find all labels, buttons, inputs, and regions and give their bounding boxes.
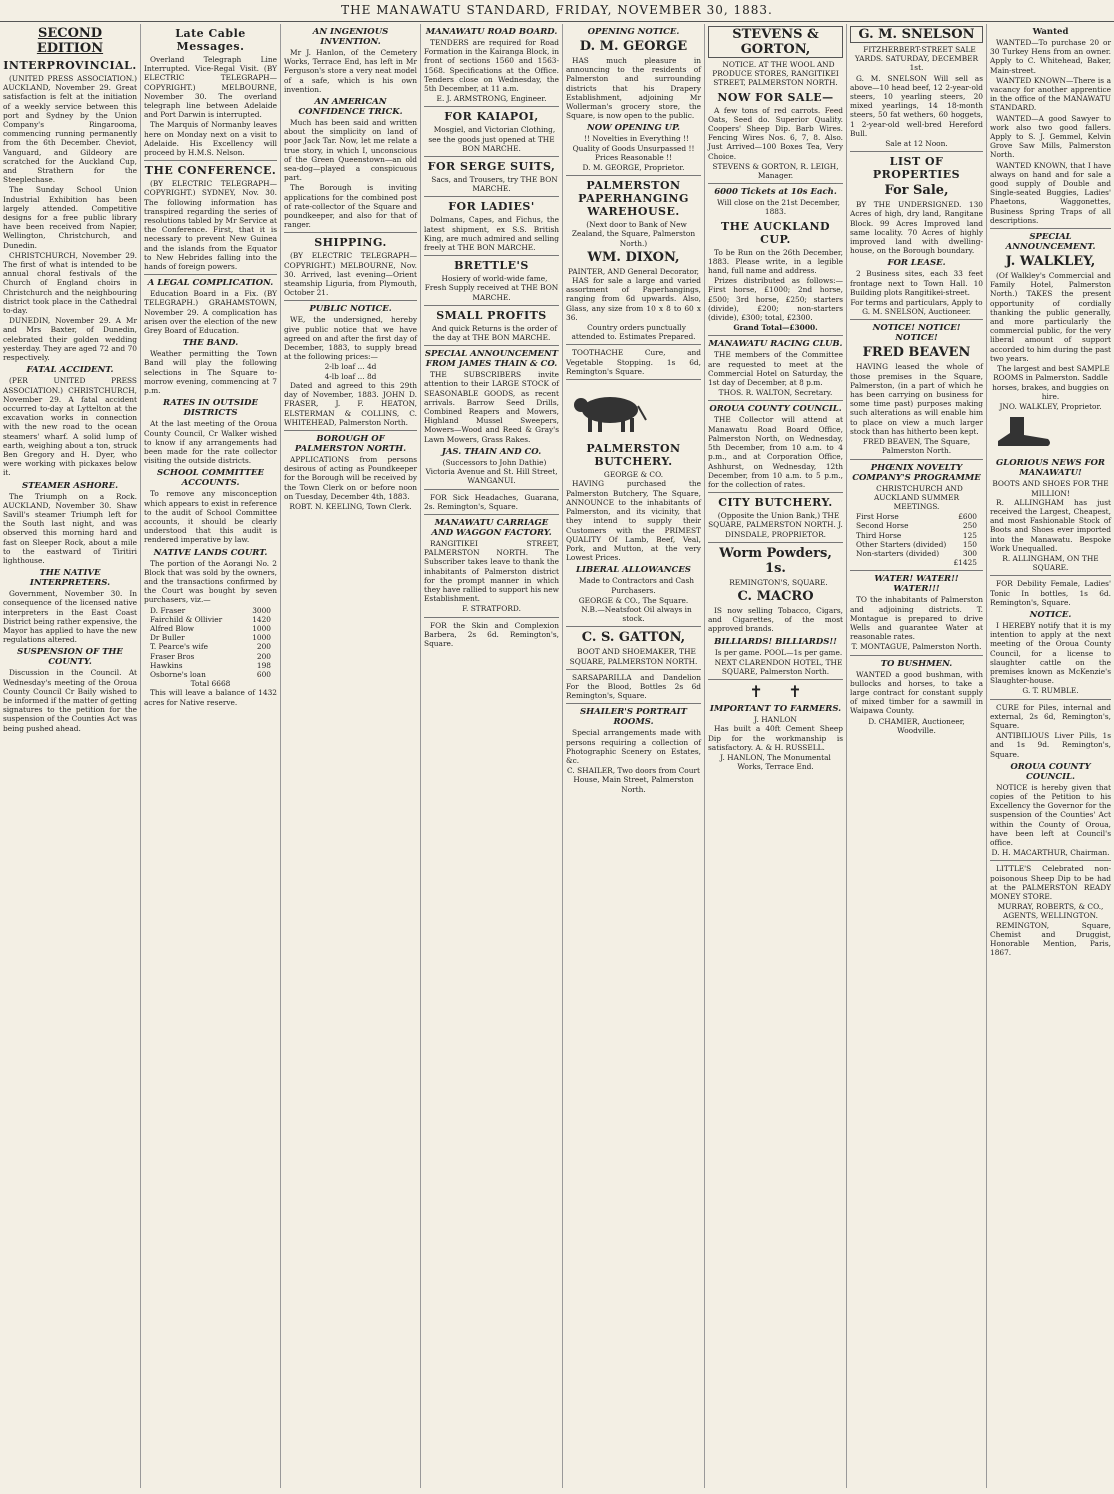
ad-heading: FOR SERGE SUITS, [427, 160, 556, 174]
ad-text: FOR Sick Headaches, Guarana, 2s. Remington's, Square. [424, 492, 559, 511]
article-heading: RATES IN OUTSIDE DISTRICTS [163, 398, 258, 419]
ad-signature: G. T. RUMBLE. [1022, 686, 1079, 696]
ad-text: WANTED—A good Sawyer to work also two good fallers. Apply to S. J. Gemmel, Kelvin Grove Saw Mills, Palmerston North. [990, 113, 1111, 160]
land-row: Hawkins 198 [150, 660, 271, 670]
column-8 [986, 24, 1114, 1488]
grand-total: Grand Total—£3000. [733, 323, 818, 333]
ad-text: G. M. SNELSON Will sell as above—10 head beef, 12 2-year-old steers, 10 yearling steers, 20 mixed yearlings, 14 18-month steers, 50 fat wethers, 60 hoggets, 1 2-year-old well-bred Hereford Bull. [850, 73, 983, 138]
article-text: To remove any misconception which appears to exist in reference to the audit of School Committee accounts, it should be clearly understood that this audit is rendered imperative by law. [144, 489, 277, 545]
ad-signature: D. H. MACARTHUR, Chairman. [991, 848, 1110, 858]
land-row: Fairchild & Ollivier 1420 [150, 614, 271, 624]
ad-text: I HEREBY notify that it is my intention to apply at the next meeting of the Oroua County Council, for a license to slaughter cattle on the premises known as McKenzie's Slaughter-house. [990, 620, 1111, 686]
ad-text: BOOT AND SHOEMAKER, THE SQUARE, PALMERSTON NORTH. [569, 647, 698, 666]
divider [708, 335, 843, 336]
ad-signature: C. SHAILER, Two doors from Court House, Main Street, Palmerston North. [567, 766, 700, 794]
ad-text: WANTED—To purchase 20 or 30 Turkey Hens from an owner. Apply to C. Whitehead, Baker, Main-street. [990, 38, 1111, 75]
ad-text: FITZHERBERT-STREET SALE YARDS. SATURDAY, DECEMBER 1st. [854, 45, 979, 73]
ad-text: LITTLE'S Celebrated non-poisonous Sheep Dip to be had at the PALMERSTON READY MONEY STORE. [990, 864, 1111, 902]
article-text: (BY ELECTRIC TELEGRAPH—COPYRIGHT.) MELBOURNE, Nov. 30. Arrived, last evening—Orient steamship Liguria, from Plymouth, October 21. [284, 251, 417, 298]
divider [990, 575, 1111, 576]
ad-text: CHRISTCHURCH AND AUCKLAND SUMMER MEETINGS. [873, 483, 963, 511]
column-5 [562, 24, 704, 1488]
ad-text: Is per game. POOL—1s per game. [714, 647, 843, 657]
divider [708, 183, 843, 184]
article-heading: SUSPENSION OF THE COUNTY. [17, 647, 123, 668]
ad-heading: SPECIAL ANNOUNCEMENT. [1005, 232, 1096, 253]
article-text: Discussion in the Council. At Wednesday's meeting of the Oroua County Council Cr Baily wished to be informed if the matter of getting signatures to the petition for the suspension of the Counties Act was being pushed ahead. [3, 668, 137, 733]
land-row: Osborne's loan 600 [150, 669, 271, 679]
ad-text: (Opposite the Union Bank,) THE SQUARE, PALMERSTON NORTH. J. DINSDALE, PROPRIETOR. [708, 511, 843, 539]
article-text: Education Board in a Fix. (BY TELEGRAPH.) GRAHAMSTOWN, November 29. A complication has arisen over the election of the new Grey Board of Education. [144, 289, 277, 336]
ad-signature: Dated and agreed to this 29th day of November, 1883. JOHN D. FRASER, J. F. HEATON, ELSTERMAN & COLLINS, C. WHITEHEAD, Palmerston North. [284, 380, 417, 427]
article-text: Overland Telegraph Line Interrupted. Vice-Regal Visit. (BY ELECTRIC TELEGRAPH—COPYRIGHT.) MELBOURNE, November 30. The overland telegraph line between Adelaide and Port Darwin is interrupted. [144, 55, 277, 120]
ad-text: Sacs, and Trousers, try THE BON MARCHE. [431, 175, 558, 194]
ad-text: Made to Contractors and Cash Purchasers. [578, 576, 695, 595]
divider [566, 379, 701, 380]
ad-name: J. HANLON [754, 715, 797, 725]
ad-text: THE members of the Committee are requested to meet at the Commercial Hotel on Saturday, the 1st day of December, at 8 p.m. [708, 350, 843, 388]
ad-text: THE Collector will attend at Manawatu Road Board Office, Palmerston North, on Wednesday, 5th December, from 10 a.m. to 4 p.m., and at Corporation Office, Ashhurst, on Wednesday, 12th December, from 10 a.m. to 5 p.m., for the collection of rates. [708, 415, 843, 489]
article-text: DUNEDIN, November 29. A Mr and Mrs Baxter, of Dunedin, celebrated their golden wedding yesterday. They are aged 72 and 70 respectively. [3, 316, 137, 363]
ad-signature: For terms and particulars, Apply to G. M. SNELSON, Auctioneer. [850, 298, 983, 317]
ad-heading: SPECIAL ANNOUNCEMENT FROM JAMES THAIN & CO. [424, 349, 559, 370]
divider [566, 175, 701, 176]
divider [424, 255, 559, 256]
article-heading: THE NATIVE INTERPRETERS. [29, 568, 111, 589]
ad-heading: SMALL PROFITS [436, 308, 547, 322]
divider [284, 430, 417, 431]
ad-text: APPLICATIONS from persons desirous of acting as Poundkeeper for the Borough will be received by the Town Clerk on or before noon on Tuesday, December 4th, 1883. [284, 454, 417, 501]
ad-text: RANGITIKEI STREET, PALMERSTON NORTH. The Subscriber takes leave to thank the inhabitants of Palmerston district for the prompt manner in which they have rallied to support his new Establishment. [424, 538, 559, 604]
ad-text: HAS much pleasure in announcing to the residents of Palmerston and surrounding districts that his Drapery Establishment, adjoining Mr Wollerman's grocery store, the Square, is now open to the public. [566, 56, 701, 121]
section-heading: THE CONFERENCE. [144, 164, 277, 178]
article-text: The Sunday School Union Industrial Exhibition has been largely attended. Competitive designs for a free public library have been received from Napier, Wellington, Christchurch, and Dunedin. [3, 185, 137, 250]
land-row: D. Fraser 3000 [150, 605, 271, 615]
column-6 [704, 24, 846, 1488]
divider [424, 489, 559, 490]
divider [990, 699, 1111, 700]
ad-text: A few tons of red carrots. Feed Oats, Seed do. Superior Quality. Coopers' Sheep Dip. Barb Wires. Fencing Wires Nos. 6, 7, 8. Also. Just Arrived—100 Boxes Tea, Very Choice. [708, 105, 843, 161]
ad-text: IS now selling Tobacco, Cigars, and Cigarettes, of the most approved brands. [708, 605, 843, 634]
ad-heading: TO BUSHMEN. [880, 658, 953, 669]
ad-text: To be Run on the 26th December, 1883. Please write, in a legible hand, full name and address. [708, 247, 843, 276]
ad-heading: LIBERAL ALLOWANCES [576, 565, 691, 576]
article-heading: A LEGAL COMPLICATION. [147, 278, 274, 289]
article-text: Much has been said and written about the simplicity on land of poor Jack Tar. Now, let me relate a true story, in which I, unconscious of the Green Queenstown—an old sea-dog—played a conspicuous part. [284, 118, 417, 183]
ad-heading: PALMERSTON PAPERHANGING WAREHOUSE. [578, 179, 689, 219]
masthead: THE MANAWATU STANDARD, FRIDAY, NOVEMBER 30, 1883. [0, 0, 1114, 22]
ad-text: Has built a 40ft Cement Sheep Dip for the workmanship is satisfactory. A. & H. RUSSELL. [708, 724, 843, 752]
ad-text: Special arrangements made with persons requiring a collection of Photographic Scenery on Estates, &c. [566, 728, 701, 765]
ad-heading: PUBLIC NOTICE. [309, 304, 392, 315]
ad-heading: NOTICE! NOTICE! NOTICE! [872, 323, 961, 344]
ad-text: And quick Returns is the order of the day at THE BON MARCHE. [431, 323, 558, 343]
ad-text: Sale at 12 Noon. [885, 139, 948, 149]
article-heading: NATIVE LANDS COURT. [153, 547, 268, 558]
section-heading: Late Cable Messages. [175, 27, 246, 53]
ad-heading: BOROUGH OF PALMERSTON NORTH. [294, 433, 407, 454]
article-text: Government, November 30. In consequence of the licensed native interpreters in the East Coast District being rather expensive, the Mayor has applied to have the new regulations altered. [3, 589, 137, 645]
divider [708, 400, 843, 401]
article-heading: FATAL ACCIDENT. [26, 365, 114, 376]
divider [424, 106, 559, 107]
ad-name: D. M. GEORGE [579, 39, 688, 54]
ad-text: N.B.—Neatsfoot Oil always in stock. [581, 604, 692, 624]
ad-heading: OROUA COUNTY COUNCIL. [709, 404, 842, 415]
ad-text: FOR Debility Female, Ladies' Tonic In bottles, 1s 6d. Remington's, Square. [990, 579, 1111, 607]
boot-illustration [990, 415, 1054, 449]
ad-text: The largest and best SAMPLE ROOMS in Palmerston. Saddle horses, brakes, and buggies on hire. [992, 364, 1110, 401]
divider [424, 305, 559, 306]
land-list [144, 606, 277, 680]
ad-heading: NOW FOR SALE— [717, 90, 834, 104]
divider [566, 669, 701, 670]
divider [424, 196, 559, 197]
prize-row: Third Horse 125 [856, 530, 977, 540]
ad-heading: IMPORTANT TO FARMERS. [709, 704, 842, 715]
article-text: (UNITED PRESS ASSOCIATION.) AUCKLAND, November 29. Great satisfaction is felt at the initiation of a weekly service between this port and Sydney by the Union Company's Ringarooma, commencing running permanently from the 6th December. Cheviot, Vanguard, and Gildeory are scratched for the Auckland Cup, and Strathern for the Steeplechase. [3, 74, 137, 185]
ad-text: HAVING purchased the Palmerston Butchery, The Square, ANNOUNCE to the inhabitants of Palmerston, and its vicinity, that they intend to supply their Customers with the PRIMEST QUALITY Of Lamb, Beef, Veal, Pork, and Mutton, at the very Lowest Prices. [566, 479, 701, 563]
ad-name: WM. DIXON, [587, 249, 680, 265]
divider [566, 626, 701, 627]
divider [566, 344, 701, 345]
ad-text: Prizes distributed as follows:—First horse, £1000; 2nd horse, £500; 3rd horse, £250; starters (divide), £200; non-starters (divide), £300; total, £2300. [708, 276, 843, 323]
ad-text: Will close on the 21st December, 1883. [717, 198, 840, 217]
ad-text: (Of Walkley's Commercial and Family Hotel, Palmerston North.) TAKES the present opportunity of cordially thanking the public generally, and more particularly the commercial public, for the very liberal amount of support accorded to him during the past two years. [990, 271, 1111, 363]
article-text: Weather permitting the Town Band will play the following selections in The Square to-morrow evening, commencing at 7 p.m. [144, 349, 277, 396]
ad-name: For Sale, [884, 183, 949, 199]
ad-text: Country orders punctually attended to. Estimates Prepared. [571, 323, 696, 342]
ad-heading: WATER! WATER!! WATER!!! [874, 574, 959, 595]
article-text: Mr J. Hanlon, of the Cemetery Works, Terrace End, has left in Mr Ferguson's store a very neat model of a safe, which is his own invention. [284, 48, 417, 94]
ad-text: 2 Business sites, each 33 feet frontage next to Town Hall. 10 Building plots Rangitikei-street. [850, 269, 983, 297]
ad-text: WE, the undersigned, hereby give public notice that we have agreed on and after the first day of December, 1883, to supply bread at the following prices:— [284, 315, 417, 362]
price-line: 4-lb loaf ... 8d [324, 371, 377, 381]
ad-signature: D. CHAMIER, Auctioneer, Woodville. [868, 716, 965, 735]
ad-signature: GEORGE & CO., The Square. [578, 595, 689, 605]
divider [708, 492, 843, 493]
divider [144, 160, 277, 161]
prize-row: Second Horse 250 [856, 521, 977, 531]
ad-heading: FOR LEASE. [887, 258, 946, 269]
ad-text: CURE for Piles, internal and external, 2s 6d, Remington's, Square. [990, 702, 1111, 730]
ad-text: FOR the Skin and Complexion Barbera, 2s 6d. Remington's, Square. [424, 620, 559, 648]
ad-subtitle: BOOTS AND SHOES FOR THE MILLION! [992, 479, 1109, 498]
ad-text: SARSAPARILLA and Dandelion For the Blood, Bottles 2s 6d Remington's, Square. [566, 672, 701, 701]
ad-text: WANTED KNOWN—There is a vacancy for another apprentice in the office of the MANAWATU STANDARD. [990, 75, 1111, 113]
ad-text: TENDERS are required for Road Formation in the Kairanga Block, in front of sections 1560 and 1563-1568. Specifications at the Office. Tenders close on Wednesday, the 5th December, at 11 a.m. [424, 38, 559, 94]
land-row: Fraser Bros 200 [150, 651, 271, 661]
ad-text: HAVING leased the whole of those premises in the Square, Palmerston, (in a part of which he has been carrying on business for some time past) purposes making such alterations as will enable him to place on view a much larger stock than has hitherto been kept. [850, 362, 983, 436]
ad-subtitle: PAINTER, AND General Decorator, [567, 266, 700, 276]
ad-signature: E. J. ARMSTRONG, Engineer. [436, 94, 547, 104]
ad-text: TO the inhabitants of Palmerston and adjoining districts. T. Montague is prepared to drive Wells and guarantee Water at reasonable rates. [850, 595, 983, 642]
ad-text: NEXT CLARENDON HOTEL, THE SQUARE, Palmerston North. [714, 657, 843, 676]
ad-text: BY THE UNDERSIGNED. 130 Acres of high, dry land, Rangitane Block. 99 Acres Improved land same locality. 70 Acres of highly improved land with dwelling-house, on the Borough boundary. [850, 200, 983, 256]
ad-heading: THE AUCKLAND CUP. [720, 219, 831, 246]
article-text: The Triumph on a Rock. AUCKLAND, November 30. Shaw Savill's steamer Triumph left for the South last night, and was observed this morning hard and fast on Sleeper Rock, about a mile to the eastward of Tiritiri lighthouse. [3, 491, 137, 565]
article-heading: AN AMERICAN CONFIDENCE TRICK. [298, 97, 403, 118]
article-heading: STEAMER ASHORE. [21, 480, 119, 491]
section-heading: INTERPROVINCIAL. [3, 59, 137, 72]
ad-name: C. S. GATTON, [581, 630, 686, 646]
prize-row: First Horse £600 [856, 512, 977, 522]
land-row: Dr Buller 1000 [150, 633, 271, 643]
ad-text: Hosiery of world-wide fame, Fresh Supply received at THE BON MARCHE. [424, 274, 559, 302]
divider [850, 459, 983, 460]
ad-text: NOTICE is hereby given that copies of the Petition to his Excellency the Governor for the suspension of the Counties' Act within the County of Oroua, have been left at Council's office. [990, 782, 1111, 848]
prize-row: Other Starters (divided) 150 [856, 539, 977, 549]
ad-heading: Wanted [1032, 27, 1069, 37]
ad-text: (Next door to Bank of New Zealand, the Square, Palmerston North.) [571, 220, 696, 248]
divider [850, 655, 983, 656]
ad-signature: STEVENS & GORTON, R. LEIGH, Manager. [712, 161, 839, 181]
divider [990, 228, 1111, 229]
ad-heading: 6000 Tickets at 10s Each. [714, 187, 837, 198]
ad-text: REMINGTON, Square, Chemist and Druggist, Honorable Mention, Paris, 1867. [990, 920, 1111, 958]
ad-signature: R. ALLINGHAM, ON THE SQUARE. [1002, 553, 1099, 573]
ad-heading: JAS. THAIN AND CO. [441, 446, 542, 457]
ad-heading: GLORIOUS NEWS FOR MANAWATU! [996, 458, 1105, 479]
ad-name: C. MACRO [737, 588, 814, 604]
ad-heading: OPENING NOTICE. [587, 27, 680, 37]
ad-heading: MANAWATU RACING CLUB. [708, 339, 843, 350]
article-text: The Borough is inviting applications for the combined post of rate-collector of the Square and poundkeeper, and also for that of ranger. [284, 183, 417, 230]
ad-text: !! Novelties in Everything !! Quality of Goods Unsurpassed !! Prices Reasonable !! [572, 134, 695, 162]
ad-name: J. WALKLEY, [1005, 254, 1096, 270]
ad-text: TOOTHACHE Cure, and Vegetable Stopping. 1s 6d, Remington's Square. [566, 348, 701, 376]
bull-illustration [566, 386, 652, 434]
ad-signature: THOS. R. WALTON, Secretary. [718, 388, 833, 398]
divider [424, 345, 559, 346]
ad-heading: FOR LADIES' [448, 200, 535, 214]
article-text: The portion of the Aorangi No. 2 Block that was sold by the owners, and the transactions confirmed by the Court was bought by seven purchasers, viz.— [144, 558, 277, 605]
ad-name: Worm Powders, 1s. [719, 545, 832, 576]
divider [708, 679, 843, 680]
ad-text: WANTED a good bushman, with bullocks and horses, to take a large contract for constant supply of mixed timber for a sawmill in Waipawa County. [850, 669, 983, 716]
ad-heading: FOR KAIAPOI, [444, 110, 539, 124]
price-line: 2-lb loaf ... 4d [324, 362, 377, 372]
divider [424, 514, 559, 515]
ad-signature: T. MONTAGUE, Palmerston North. [851, 642, 982, 652]
prize-row: Non-starters (divided) 300 [856, 548, 977, 558]
ad-heading: MANAWATU ROAD BOARD. [425, 27, 558, 37]
divider [990, 860, 1111, 861]
cross-icon: ✝ ✝ [749, 682, 802, 702]
ad-signature: F. STRATFORD. [462, 604, 521, 614]
article-text: (BY ELECTRIC TELEGRAPH—COPYRIGHT.) SYDNEY, Nov. 30. The following information has transpired regarding the series of resolutions tabled by Mr Service at the Conference. First, that it is necessary to prevent New Guinea and the islands from the Equator to New Hebrides falling into the hands of foreign powers. [144, 179, 277, 272]
column-3 [280, 24, 420, 1488]
ad-name: STEVENS & GORTON, [708, 26, 843, 58]
ad-name: GEORGE & CO. [603, 470, 664, 480]
prize-list [850, 512, 983, 558]
ad-heading: NOTICE. [1029, 609, 1072, 620]
ad-heading: MANAWATU CARRIAGE AND WAGGON FACTORY. [431, 517, 552, 538]
ad-text: ANTIBILIOUS Liver Pills, 1s and 1s 9d. Remington's, Square. [990, 731, 1111, 759]
land-row: Alfred Blow 1000 [150, 623, 271, 633]
article-text: This will leave a balance of 1432 acres for Native reserve. [144, 688, 277, 707]
ad-text: WANTED KNOWN, that I have always on hand and for sale a good supply of Double and Single-seated Buggies, Ladies' Phaetons, Waggonettes, Business Spring Traps of all descriptions. [990, 160, 1111, 225]
divider [566, 703, 701, 704]
divider [850, 319, 983, 320]
article-text: The Marquis of Normanby leaves here on Monday next on a visit to Adelaide. His Excellency will proceed by H.M.S. Nelson. [144, 120, 277, 158]
ad-text: Dolmans, Capes, and Fichus, the latest shipment, ex S.S. British King, are much admired and selling freely at THE BON MARCHE. [424, 215, 559, 253]
ad-heading: SHAILER'S PORTRAIT ROOMS. [580, 707, 687, 728]
ad-heading: BILLIARDS! BILLIARDS!! [714, 636, 837, 647]
column-4 [420, 24, 562, 1488]
ad-signature: ROBT. N. KEELING, Town Clerk. [289, 501, 412, 511]
article-text: CHRISTCHURCH, November 29. The first of what is intended to be annual choral festivals of the Church of England choirs in Christchurch and the neighbouring district took place in the Cathedral to-day. [3, 250, 137, 316]
ad-name: FRED BEAVEN [862, 345, 971, 361]
article-heading: THE BAND. [182, 338, 239, 349]
divider [284, 232, 417, 233]
ad-text: (Successors to John Dathie) Victoria Avenue and St. Hill Street, WANGANUI. [425, 457, 558, 486]
ad-signature: JNO. WALKLEY, Proprietor. [999, 401, 1102, 411]
article-heading: SCHOOL COMMITTEE ACCOUNTS. [157, 468, 264, 489]
divider [708, 542, 843, 543]
article-text: At the last meeting of the Oroua County Council, Cr Walker wished to know if any arrangements had been made for the rate collector visiting the outside districts. [144, 419, 277, 466]
ad-text: NOTICE. AT THE WOOL AND PRODUCE STORES, RANGITIKEI STREET, PALMERSTON NORTH. [712, 60, 839, 88]
divider [424, 617, 559, 618]
column-2 [140, 24, 280, 1488]
divider [144, 274, 277, 275]
ad-text: Mosgiel, and Victorian Clothing, see the goods just opened at THE BON MARCHE. [428, 125, 556, 153]
ad-text: THE SUBSCRIBERS invite attention to their LARGE STOCK of SEASONABLE GOODS, as recent arrivals. Barrow Seed Drills, Combined Reapers and Mowers, Highland Mussel Sweepers, Mowers—Wood and Reed & Gray's Lawn Mowers, Grass Rakes. [424, 370, 559, 444]
divider [850, 570, 983, 571]
land-row: T. Pearce's wife 200 [150, 642, 271, 652]
ad-heading: CITY BUTCHERY. [718, 496, 833, 510]
prize-total: £1425 [953, 558, 977, 568]
land-total: Total 6668 [190, 679, 231, 689]
article-heading: AN INGENIOUS INVENTION. [312, 27, 389, 47]
ad-text: R. ALLINGHAM has just received the Largest, Cheapest, and most Fashionable Stock of Boots and Shoes ever imported into the Manawatu. Bespoke Work Unequalled. [990, 497, 1111, 553]
ad-name: G. M. SNELSON [850, 26, 983, 43]
divider [424, 156, 559, 157]
column-7 [846, 24, 986, 1488]
ad-heading: LIST OF PROPERTIES [872, 155, 961, 182]
ad-signature: MURRAY, ROBERTS, & CO., AGENTS, WELLINGTON. [997, 902, 1104, 921]
ad-text: HAS for sale a large and varied assortment of Paperhangings, ranging from 6d upwards. Also, Glass, any size from 10 x 8 to 60 x 36. [566, 276, 701, 322]
section-heading: SHIPPING. [314, 236, 387, 250]
ad-signature: J. HANLON, The Monumental Works, Terrace End. [720, 752, 831, 772]
edition-heading: SECOND EDITION [36, 26, 104, 56]
ad-signature: FRED BEAVEN, The Square, Palmerston North. [862, 437, 971, 456]
column-1 [0, 24, 140, 1488]
ad-heading: NOW OPENING UP. [586, 123, 681, 134]
ad-heading: OROUA COUNTY COUNCIL. [1010, 761, 1091, 782]
ad-text: REMINGTON'S, SQUARE. [729, 577, 828, 587]
ad-heading: PALMERSTON BUTCHERY. [586, 442, 681, 469]
article-text: (PER UNITED PRESS ASSOCIATION.) CHRISTCHURCH, November 29. A fatal accident occurred to-day at Lyttelton at the excavation works in connection with the new road to the ocean steamers' wharf. A solid lump of earth, weighing about a ton, struck Ben Gregory and H. Dyer, who were working with pickaxes below it. [3, 376, 137, 478]
ad-heading: PHŒNIX NOVELTY COMPANY'S PROGRAMME [852, 462, 981, 483]
ad-heading: BRETTLE'S [454, 259, 529, 273]
divider [284, 300, 417, 301]
ad-signature: D. M. GEORGE, Proprietor. [582, 163, 685, 173]
divider [850, 151, 983, 152]
